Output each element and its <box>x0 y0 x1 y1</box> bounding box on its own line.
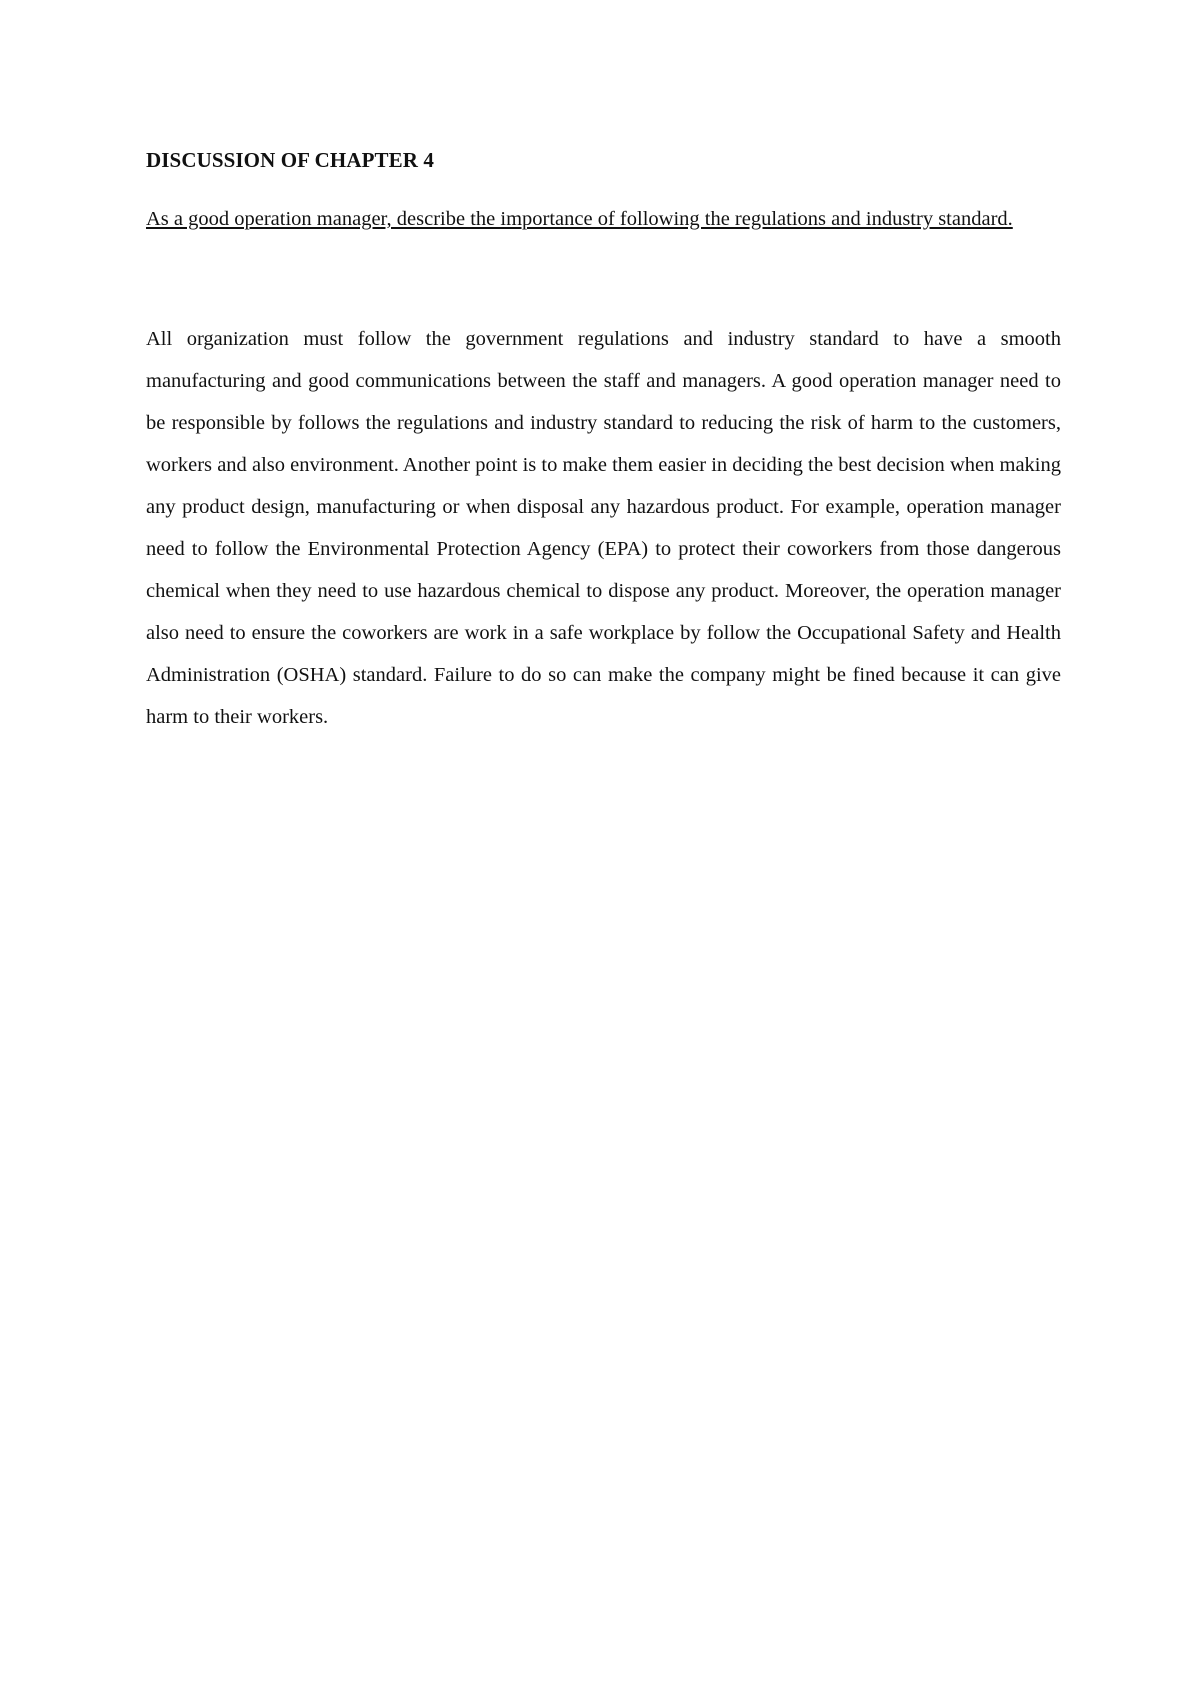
page-content <box>146 144 1061 738</box>
answer-paragraph: All organization must follow the government regulations and industry standard to have a smooth manufacturing and good communications between the staff and managers. A good operation manager need to be responsible by follows the regulations and industry standard to reducing the risk of harm to the customers, workers and also environment. Another point is to make them easier in deciding the best decision when making any product design, manufacturing or when disposal any hazardous product. For example, operation manager need to follow the Environmental Protection Agency (EPA) to protect their coworkers from those dangerous chemical when they need to use hazardous chemical to dispose any product. Moreover, the operation manager also need to ensure the coworkers are work in a safe workplace by follow the Occupational Safety and Health Administration (OSHA) standard. Failure to do so can make the company might be fined because it can give harm to their workers. <box>146 328 1061 728</box>
question-paragraph: As a good operation manager, describe the importance of following the regulations and industry standard. <box>146 208 1013 230</box>
document-title: DISCUSSION OF CHAPTER 4 <box>146 148 434 172</box>
